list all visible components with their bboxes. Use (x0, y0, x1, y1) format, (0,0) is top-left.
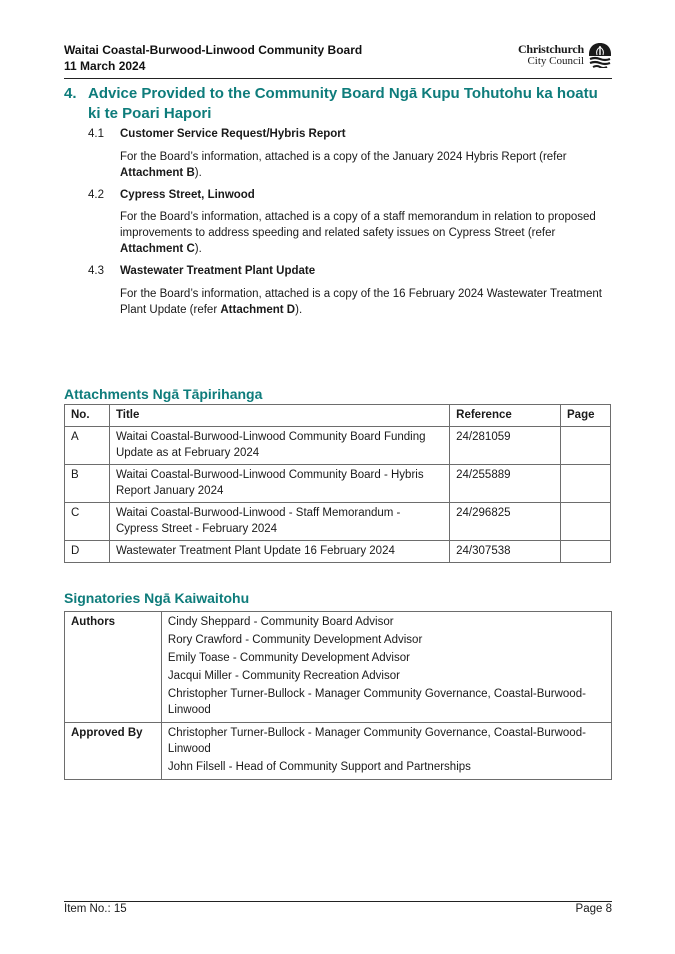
section-number: 4. (64, 85, 77, 102)
author-entry: Jacqui Miller - Community Recreation Advisor (167, 670, 400, 682)
attachment-page (561, 541, 611, 563)
item-number: 4.1 (88, 128, 104, 140)
item-4-2 (88, 187, 616, 263)
table-row (65, 541, 611, 563)
attachment-no: A (65, 427, 110, 465)
attachments-table (64, 404, 611, 563)
table-header-row (65, 405, 611, 427)
approved-label: Approved By (65, 723, 162, 780)
attachment-title: Waitai Coastal-Burwood-Linwood Community Board Funding Update as at February 2024 (109, 427, 449, 465)
board-name: Waitai Coastal-Burwood-Linwood Community Board (64, 43, 363, 57)
item-title: Cypress Street, Linwood (120, 189, 255, 201)
attachment-title: Waitai Coastal-Burwood-Linwood - Staff Memorandum - Cypress Street - February 2024 (109, 503, 449, 541)
authors-label: Authors (65, 612, 162, 723)
item-title: Customer Service Request/Hybris Report (120, 128, 346, 140)
item-body: For the Board’s information, attached is a copy of the 16 February 2024 Wastewater Treatment Plant Update (refer Attachment D). (120, 288, 602, 316)
author-entry: Emily Toase - Community Development Advisor (167, 652, 410, 664)
item-4-3 (88, 263, 616, 323)
approved-row (65, 723, 612, 780)
attachment-page (561, 427, 611, 465)
council-logo (518, 42, 612, 68)
attachment-ref: Attachment C (120, 243, 195, 255)
authors-row (65, 612, 612, 723)
item-title: Wastewater Treatment Plant Update (120, 265, 316, 277)
attachment-reference: 24/307538 (450, 541, 561, 563)
approver-entry: John Filsell - Head of Community Support and Partnerships (167, 761, 471, 773)
item-body: For the Board’s information, attached is a copy of a staff memorandum in relation to proposed improvements to address speeding and related safety issues on Cypress Street (refer Attachment C). (120, 211, 596, 255)
authors-list (161, 612, 611, 723)
footer-divider (64, 901, 612, 902)
approver-entry: Christopher Turner-Bullock - Manager Community Governance, Coastal-Burwood-Linwood (167, 727, 586, 755)
page-number: Page 8 (575, 903, 612, 915)
item-number: 4.3 (88, 265, 104, 277)
section-title: Advice Provided to the Community Board Ngā Kupu Tohutohu ka hoatu ki te Poari Hapori (88, 85, 598, 122)
table-row (65, 465, 611, 503)
attachment-reference: 24/255889 (450, 465, 561, 503)
column-header: Page (561, 405, 611, 427)
item-number: 4.2 (88, 189, 104, 201)
column-header: No. (65, 405, 110, 427)
attachment-ref: Attachment B (120, 167, 195, 179)
attachment-ref: Attachment D (220, 304, 296, 316)
item-body: For the Board’s information, attached is a copy of the January 2024 Hybris Report (refer Attachment B). (120, 151, 567, 179)
approved-list (161, 723, 611, 780)
logo-line2: City Council (527, 55, 584, 67)
attachments-heading: Attachments Ngā Tāpirihanga (64, 386, 263, 402)
author-entry: Rory Crawford - Community Development Advisor (167, 634, 423, 646)
table-row (65, 427, 611, 465)
section-heading (64, 84, 612, 124)
attachment-no: B (65, 465, 110, 503)
author-entry: Christopher Turner-Bullock - Manager Community Governance, Coastal-Burwood-Linwood (167, 688, 586, 716)
column-header: Title (109, 405, 449, 427)
attachment-no: C (65, 503, 110, 541)
attachment-reference: 24/296825 (450, 503, 561, 541)
table-row (65, 503, 611, 541)
attachment-reference: 24/281059 (450, 427, 561, 465)
item-number-label: Item No.: 15 (64, 903, 127, 915)
header-divider (64, 78, 612, 79)
attachment-no: D (65, 541, 110, 563)
signatories-heading: Signatories Ngā Kaiwaitohu (64, 590, 250, 606)
attachment-page (561, 503, 611, 541)
meeting-date: 11 March 2024 (64, 59, 146, 73)
signatories-table (64, 611, 612, 780)
item-4-1 (88, 126, 616, 186)
logo-line1: Christchurch (517, 42, 584, 56)
page-header (64, 42, 612, 78)
attachment-title: Waitai Coastal-Burwood-Linwood Community Board - Hybris Report January 2024 (109, 465, 449, 503)
author-entry: Cindy Sheppard - Community Board Advisor (167, 616, 394, 628)
council-emblem-icon (588, 42, 612, 68)
column-header: Reference (450, 405, 561, 427)
attachment-title: Wastewater Treatment Plant Update 16 February 2024 (109, 541, 449, 563)
attachment-page (561, 465, 611, 503)
